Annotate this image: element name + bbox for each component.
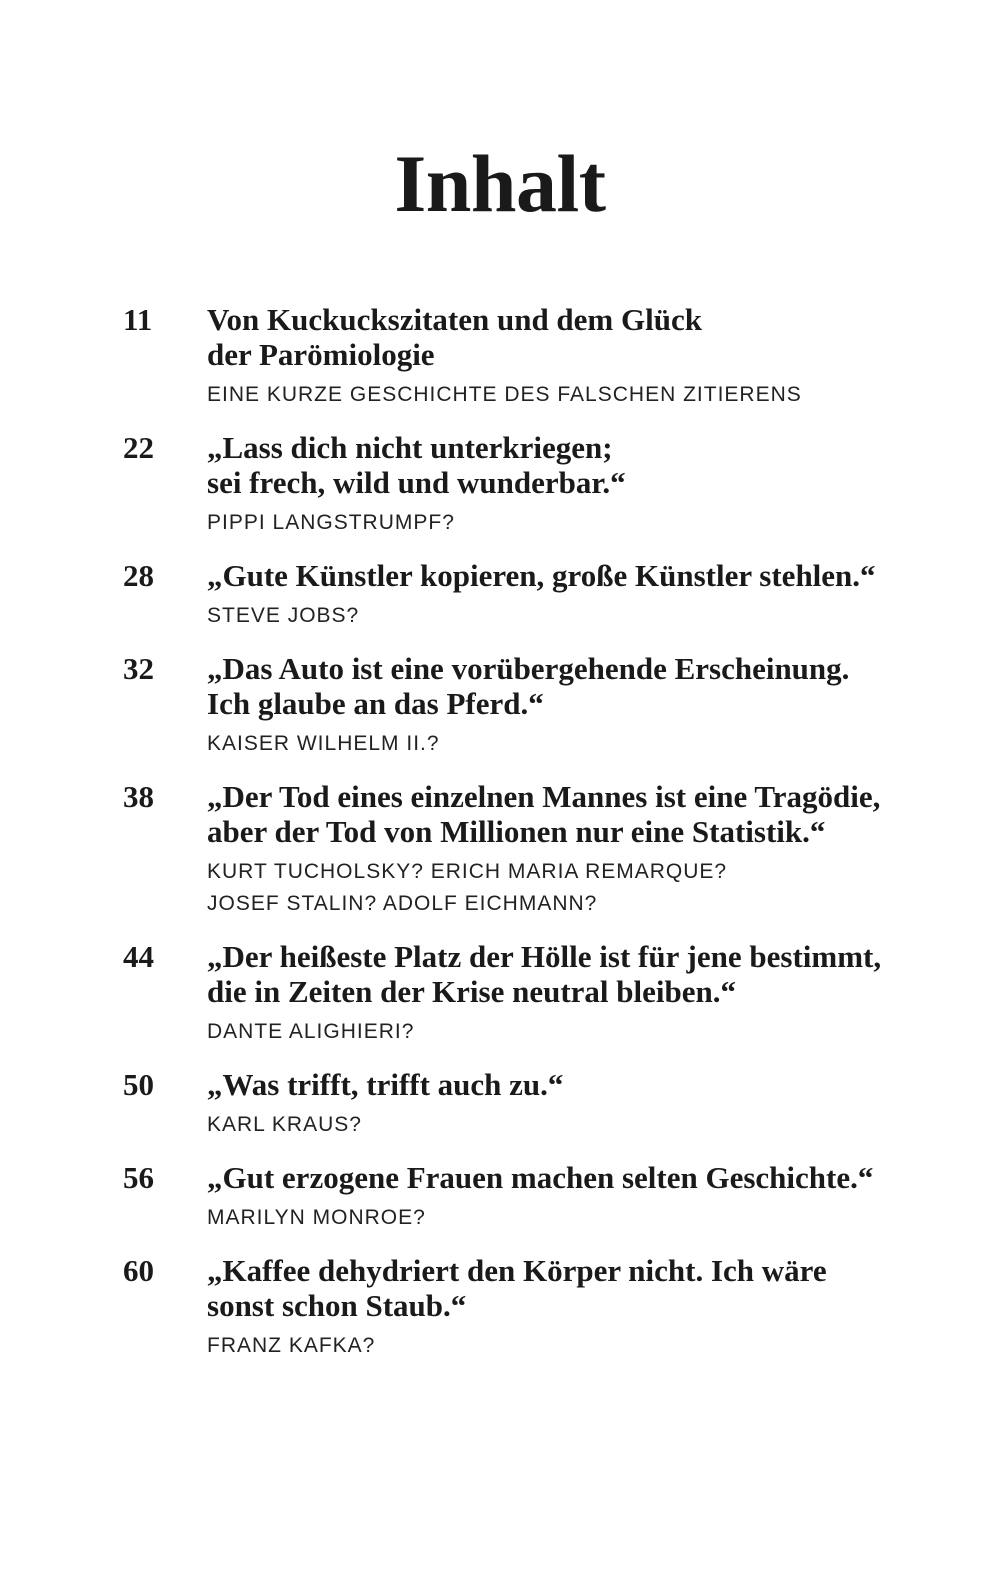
entry-body bbox=[207, 1253, 1000, 1362]
entry-body bbox=[207, 558, 1000, 632]
toc-entry bbox=[0, 1160, 1000, 1234]
entry-title-line: sei frech, wild und wunderbar.“ bbox=[207, 465, 626, 500]
entry-attribution bbox=[207, 507, 1000, 539]
page-number: 44 bbox=[123, 939, 154, 974]
entry-title-line: „Was trifft, trifft auch zu.“ bbox=[207, 1067, 564, 1102]
page-number: 11 bbox=[123, 302, 153, 337]
entry-attribution-line: KURT TUCHOLSKY? ERICH MARIA REMARQUE? bbox=[207, 860, 728, 883]
toc-entry bbox=[0, 1253, 1000, 1362]
entry-title-line: die in Zeiten der Krise neutral bleiben.“ bbox=[207, 974, 736, 1009]
entry-title-line: „Der Tod eines einzelnen Mannes ist eine Tragödie, bbox=[207, 779, 881, 814]
entry-attribution-line: KAISER WILHELM II.? bbox=[207, 732, 440, 755]
page-number: 28 bbox=[123, 558, 154, 593]
toc-entry bbox=[0, 430, 1000, 539]
page-number: 32 bbox=[123, 651, 154, 686]
page-number: 38 bbox=[123, 779, 154, 814]
entry-attribution-line: PIPPI LANGSTRUMPF? bbox=[207, 511, 455, 534]
entry-attribution-line: STEVE JOBS? bbox=[207, 604, 360, 627]
entry-title-line: aber der Tod von Millionen nur eine Statistik.“ bbox=[207, 814, 826, 849]
entry-body bbox=[207, 779, 1000, 920]
entry-attribution bbox=[207, 856, 1000, 920]
entry-attribution-line: KARL KRAUS? bbox=[207, 1113, 362, 1136]
toc-entry bbox=[0, 651, 1000, 760]
entry-attribution bbox=[207, 1330, 1000, 1362]
entry-attribution-line: MARILYN MONROE? bbox=[207, 1206, 426, 1229]
entry-attribution bbox=[207, 600, 1000, 632]
entry-title-line: „Kaffee dehydriert den Körper nicht. Ich wäre bbox=[207, 1253, 827, 1288]
page-number: 22 bbox=[123, 430, 154, 465]
entry-title-line: „Das Auto ist eine vorübergehende Erscheinung. bbox=[207, 651, 850, 686]
entry-attribution-line: JOSEF STALIN? ADOLF EICHMANN? bbox=[207, 892, 598, 915]
page-number: 50 bbox=[123, 1067, 154, 1102]
entry-attribution bbox=[207, 1016, 1000, 1048]
entry-body bbox=[207, 939, 1000, 1048]
page-number: 60 bbox=[123, 1253, 154, 1288]
entry-body bbox=[207, 651, 1000, 760]
entry-title-line: der Parömiologie bbox=[207, 337, 435, 372]
entry-body bbox=[207, 1067, 1000, 1141]
entry-attribution-line: EINE KURZE GESCHICHTE DES FALSCHEN ZITIERENS bbox=[207, 383, 802, 406]
entry-title-line: „Lass dich nicht unterkriegen; bbox=[207, 430, 613, 465]
entry-attribution-line: DANTE ALIGHIERI? bbox=[207, 1020, 415, 1043]
toc-entry bbox=[0, 558, 1000, 632]
entry-body bbox=[207, 1160, 1000, 1234]
entry-title-line: „Gut erzogene Frauen machen selten Geschichte.“ bbox=[207, 1160, 874, 1195]
toc-entry bbox=[0, 302, 1000, 411]
entry-title-line: „Gute Künstler kopieren, große Künstler stehlen.“ bbox=[207, 558, 876, 593]
toc-entry bbox=[0, 779, 1000, 920]
entry-attribution-line: FRANZ KAFKA? bbox=[207, 1334, 376, 1357]
toc-entry bbox=[0, 939, 1000, 1048]
entry-attribution bbox=[207, 1202, 1000, 1234]
entry-title-line: „Der heißeste Platz der Hölle ist für jene bestimmt, bbox=[207, 939, 882, 974]
entry-body bbox=[207, 430, 1000, 539]
entry-attribution bbox=[207, 1109, 1000, 1141]
page-number: 56 bbox=[123, 1160, 154, 1195]
table-of-contents bbox=[0, 302, 1000, 1381]
entry-title-line: sonst schon Staub.“ bbox=[207, 1288, 467, 1323]
entry-attribution bbox=[207, 728, 1000, 760]
entry-body bbox=[207, 302, 1000, 411]
page-title: Inhalt bbox=[394, 138, 606, 229]
entry-title-line: Ich glaube an das Pferd.“ bbox=[207, 686, 544, 721]
entry-attribution bbox=[207, 379, 1000, 411]
toc-entry bbox=[0, 1067, 1000, 1141]
entry-title-line: Von Kuckuckszitaten und dem Glück bbox=[207, 302, 702, 337]
